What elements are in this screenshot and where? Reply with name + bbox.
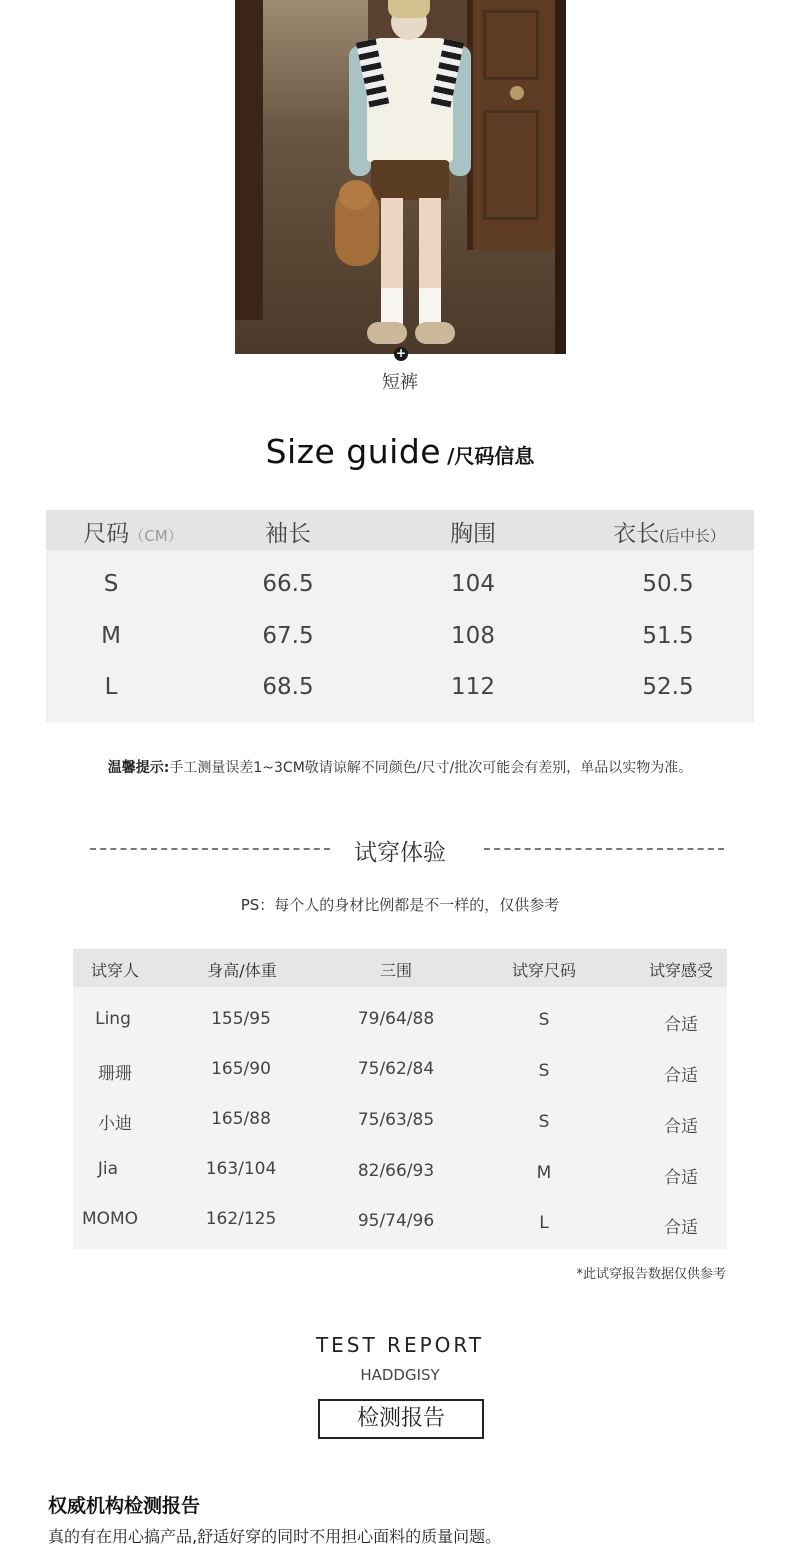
trial-cell: 合适 [664, 1066, 698, 1086]
size-cell: S [103, 571, 119, 597]
test-report-button[interactable]: 检测报告 [318, 1399, 484, 1439]
authority-report-desc: 真的有在用心搞产品,舒适好穿的同时不用担心面料的质量问题。 [48, 1527, 502, 1546]
authority-report-title: 权威机构检测报告 [48, 1495, 201, 1517]
trial-cell: 合适 [664, 1218, 698, 1238]
trial-cell: 珊珊 [98, 1064, 132, 1084]
trial-cell: S [538, 1061, 550, 1081]
trial-cell: S [538, 1112, 550, 1132]
header-measurements: 三围 [379, 961, 413, 980]
photo-caption: 短裤 [382, 372, 418, 393]
header-height-weight: 身高/体重 [207, 961, 277, 980]
trial-cell: 162/125 [205, 1209, 277, 1229]
size-cell: 112 [451, 674, 495, 700]
trial-cell: MOMO [81, 1209, 139, 1229]
trial-cell: 75/63/85 [357, 1110, 435, 1130]
trial-cell: Ling [95, 1009, 131, 1029]
trial-cell: L [539, 1213, 549, 1233]
trial-title-label: 试穿体验 [354, 840, 446, 866]
trial-cell: 小迪 [98, 1114, 132, 1134]
size-cell: 50.5 [642, 571, 694, 597]
size-cell: 108 [451, 623, 495, 649]
header-chest: 胸围 [450, 521, 496, 547]
trial-cell: 155/95 [211, 1009, 271, 1029]
trial-cell: 165/88 [211, 1109, 271, 1129]
trial-cell: 75/62/84 [357, 1059, 435, 1079]
size-cell: 51.5 [642, 623, 694, 649]
trial-cell: 95/74/96 [357, 1211, 435, 1231]
trial-cell: S [538, 1010, 550, 1030]
size-table [46, 510, 754, 722]
trial-cell: 165/90 [211, 1059, 271, 1079]
trial-ps-note: PS：每个人的身材比例都是不一样的，仅供参考 [240, 896, 560, 914]
size-guide-title-en: Size guide [265, 432, 442, 471]
trial-cell: M [536, 1163, 552, 1183]
brand-name: HADDGISY [360, 1366, 440, 1384]
header-feeling: 试穿感受 [648, 961, 714, 980]
size-cell: 68.5 [262, 674, 314, 700]
header-tester: 试穿人 [90, 961, 140, 980]
trial-cell: Jia [97, 1159, 119, 1179]
trial-cell: 82/66/93 [357, 1161, 435, 1181]
trial-note: *此试穿报告数据仅供参考 [576, 1267, 726, 1282]
test-report-title: TEST REPORT [315, 1333, 485, 1357]
trial-table [73, 949, 727, 1249]
warm-tip-text: 手工测量误差1~3CM敬请谅解不同颜色/尺寸/批次可能会有差别，单品以实物为准。 [169, 760, 693, 776]
size-guide-title [0, 432, 800, 471]
trial-cell: 合适 [664, 1117, 698, 1137]
size-cell: M [101, 623, 121, 649]
size-cell: 66.5 [262, 571, 314, 597]
dashed-divider [484, 848, 724, 850]
product-photo [235, 0, 566, 354]
header-length: 衣长(后中长） [613, 521, 725, 547]
size-cell: L [104, 674, 118, 700]
size-guide-title-cn: /尺码信息 [447, 444, 535, 468]
header-trial-size: 试穿尺码 [511, 961, 577, 980]
size-cell: 52.5 [642, 674, 694, 700]
header-size: 尺码（CM） [83, 521, 183, 547]
trial-section-title [0, 834, 800, 864]
warm-tip-label: 温馨提示: [107, 760, 170, 776]
trial-cell: 合适 [664, 1015, 698, 1035]
warm-tip [0, 757, 800, 777]
trial-cell: 合适 [664, 1168, 698, 1188]
trial-cell: 163/104 [205, 1159, 277, 1179]
header-sleeve: 袖长 [265, 521, 311, 547]
size-cell: 104 [451, 571, 495, 597]
trial-cell: 79/64/88 [357, 1009, 435, 1029]
plus-icon[interactable]: + [395, 346, 407, 360]
size-cell: 67.5 [262, 623, 314, 649]
